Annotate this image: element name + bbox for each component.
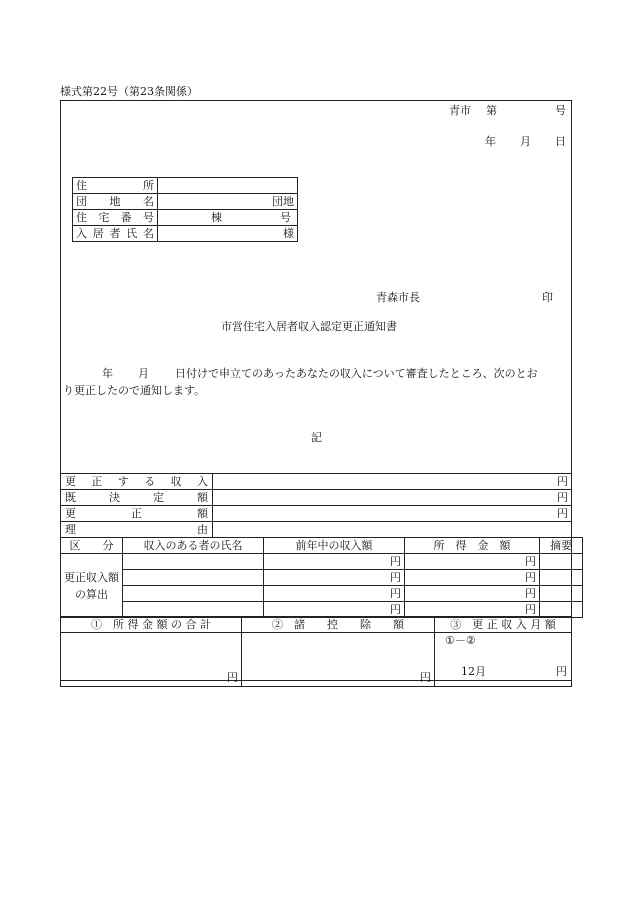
revision-row xyxy=(61,506,572,522)
decided-amount-label: 既決定額 xyxy=(61,490,213,506)
deductions-value: 円 xyxy=(242,633,435,687)
building-unit: 棟 xyxy=(211,211,222,224)
estate-label: 団 地 名 xyxy=(73,194,158,210)
monthly-unit: 円 xyxy=(556,665,567,678)
revision-income-value: 円 xyxy=(213,474,572,490)
reason-value xyxy=(213,522,572,538)
calc-header-name: 収入のある者の氏名 xyxy=(123,538,264,554)
calc-row xyxy=(61,570,583,586)
total-earned-header: ① 所 得 金 額 の 合 計 xyxy=(61,617,242,633)
calc-header-category: 区 分 xyxy=(61,538,123,554)
mayor-title: 青森市長 xyxy=(376,291,420,304)
estate-row xyxy=(73,194,298,210)
monthly-divisor: 12月 xyxy=(461,665,486,678)
calc-row xyxy=(61,554,583,570)
revision-row xyxy=(61,522,572,538)
calc-remarks-cell xyxy=(540,554,583,570)
decided-amount-value: 円 xyxy=(213,490,572,506)
deductions-header: ② 諸 控 除 額 xyxy=(242,617,435,633)
calc-header-row xyxy=(61,538,583,554)
monthly-formula: ①－② xyxy=(445,634,476,647)
calc-row-label: 更正収入額の算出 xyxy=(61,554,123,618)
calc-income-cell: 円 xyxy=(264,586,405,602)
revision-income-label: 更正する収入 xyxy=(61,474,213,490)
calc-income-cell: 円 xyxy=(264,602,405,618)
doc-number-go: 号 xyxy=(555,104,566,117)
calc-name-cell xyxy=(123,570,264,586)
revised-amount-label: 更正額 xyxy=(61,506,213,522)
address-table xyxy=(72,177,298,242)
address-value xyxy=(158,178,298,194)
calc-remarks-cell xyxy=(540,570,583,586)
calc-earned-cell: 円 xyxy=(405,586,540,602)
date-month: 月 xyxy=(520,135,531,148)
calc-income-cell: 円 xyxy=(264,554,405,570)
calc-name-cell xyxy=(123,586,264,602)
address-row xyxy=(73,178,298,194)
reason-label: 理由 xyxy=(61,522,213,538)
totals-table xyxy=(60,616,572,687)
calc-earned-cell: 円 xyxy=(405,602,540,618)
calc-name-cell xyxy=(123,554,264,570)
resident-name-value: 様 xyxy=(158,226,298,242)
calc-earned-cell: 円 xyxy=(405,570,540,586)
date-year: 年 xyxy=(485,135,496,148)
resident-name-row xyxy=(73,226,298,242)
house-number-value xyxy=(158,210,298,226)
calc-header-income: 前年中の収入額 xyxy=(264,538,405,554)
calc-earned-cell: 円 xyxy=(405,554,540,570)
doc-number-prefix: 青市 xyxy=(449,104,471,117)
body-year: 年 xyxy=(102,367,113,380)
date-day: 日 xyxy=(555,135,566,148)
revised-amount-value: 円 xyxy=(213,506,572,522)
calc-income-cell: 円 xyxy=(264,570,405,586)
form-label: 様式第22号（第23条関係） xyxy=(60,85,198,98)
document-title: 市営住宅入居者収入認定更正通知書 xyxy=(221,320,397,333)
monthly-income-header: ③ 更 正 収 入 月 額 xyxy=(435,617,572,633)
body-month: 月 xyxy=(138,367,149,380)
house-number-label: 住宅番号 xyxy=(73,210,158,226)
room-unit: 号 xyxy=(280,211,291,224)
address-label: 住 所 xyxy=(73,178,158,194)
body-line-1: 日付けで申立てのあったあなたの収入について審査したところ、次のとお xyxy=(175,367,538,380)
resident-name-label: 入居者氏名 xyxy=(73,226,158,242)
revision-table xyxy=(60,473,572,538)
calc-row xyxy=(61,586,583,602)
total-earned-value: 円 xyxy=(61,633,242,687)
calc-remarks-cell xyxy=(540,586,583,602)
monthly-income-value xyxy=(435,633,572,687)
ki-heading: 記 xyxy=(311,431,322,444)
revision-row xyxy=(61,490,572,506)
revision-row xyxy=(61,474,572,490)
calc-header-earned: 所 得 金 額 xyxy=(405,538,540,554)
house-number-row xyxy=(73,210,298,226)
estate-value: 団地 xyxy=(158,194,298,210)
calculation-table xyxy=(60,537,583,618)
doc-number-dai: 第 xyxy=(486,104,497,117)
totals-header-row xyxy=(61,617,572,633)
seal-mark: 印 xyxy=(542,291,553,304)
totals-value-row xyxy=(61,633,572,687)
body-line-2: り更正したので通知します。 xyxy=(63,384,206,397)
calc-header-remarks: 摘要 xyxy=(540,538,583,554)
